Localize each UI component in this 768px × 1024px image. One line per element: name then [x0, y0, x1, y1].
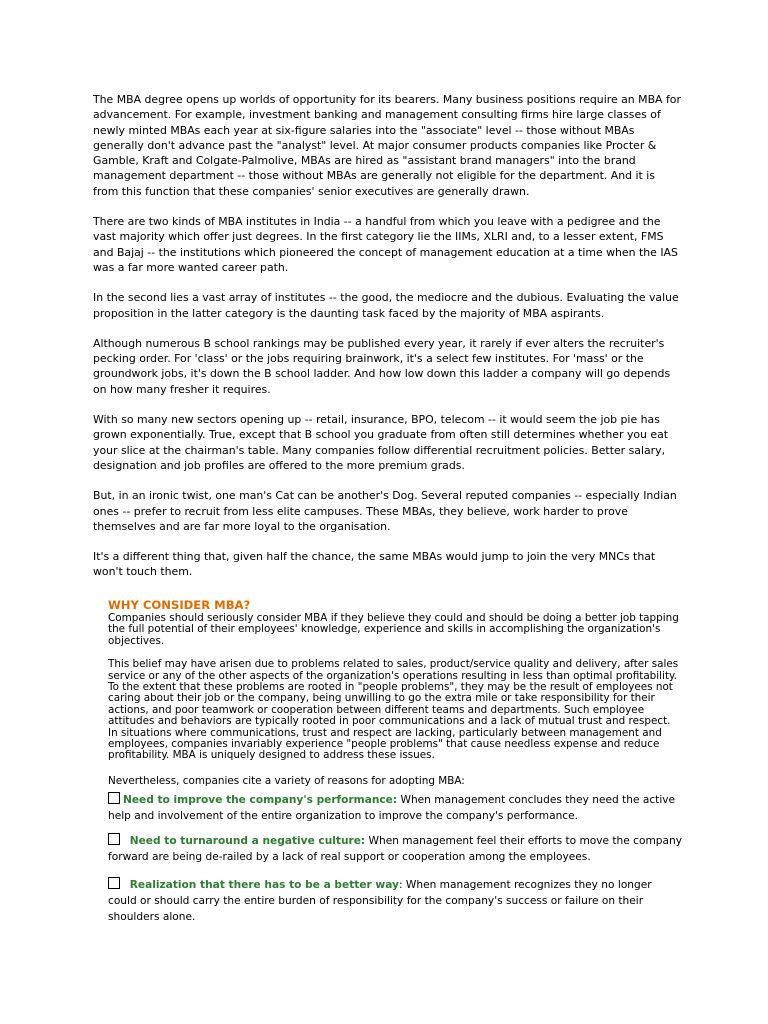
checkbox-icon: [108, 833, 120, 845]
reason-item: [108, 833, 682, 865]
section-paragraph: Companies should seriously consider MBA if they believe they could and should be doing a better job tapping the full potential of their employees' knowledge, experience and skills in accomplishing the organization's objectives.: [108, 612, 679, 647]
reason-text: When management concludes they need the active help and involvement of the entire organization to improve the company's performance.: [108, 794, 676, 823]
paragraph: The MBA degree opens up worlds of opportunity for its bearers. Many business positions require an MBA for advancement. For example, investment banking and management consulting firms hire large classes of newly minted MBAs each year at six-figure salaries into the "associate" level -- those without MBAs generally don't advance past the "analyst" level. At major consumer products companies like Procter & Gamble, Kraft and Colgate-Palmolive, MBAs are hired as "assistant brand managers" into the brand management department -- those without MBAs are generally not eligible for the department. And it is from this function that these companies' senior executives are generally drawn.: [93, 93, 681, 198]
paragraph: But, in an ironic twist, one man's Cat can be another's Dog. Several reputed companies -- especially Indian ones -- prefer to recruit from less elite campuses. These MBAs, they believe, work harder to prove themselves and are far more loyal to the organisation.: [93, 489, 677, 533]
reason-title: Need to turnaround a negative culture:: [129, 835, 366, 848]
paragraph: With so many new sectors opening up -- retail, insurance, BPO, telecom -- it would seem the job pie has grown exponentially. True, except that B school you graduate from often still determines whether you eat your slice at the chairman's table. Many companies follow differential recruitment policies. Better salary, designation and job profiles are offered to the more premium grads.: [93, 413, 669, 472]
paragraph: There are two kinds of MBA institutes in India -- a handful from which you leave with a pedigree and the vast majority which offer just degrees. In the first category lie the IIMs, XLRI and, to a lesser extent, FMS and Bajaj -- the institutions which pioneered the concept of management education at a time when the IAS was a far more wanted career path.: [93, 215, 678, 274]
reason-item: [108, 792, 682, 824]
checkbox-icon: [108, 792, 120, 804]
paragraph: It's a different thing that, given half the chance, the same MBAs would jump to join the very MNCs that won't touch them.: [93, 550, 656, 579]
section-heading: WHY CONSIDER MBA?: [108, 598, 251, 612]
paragraph: In the second lies a vast array of institutes -- the good, the mediocre and the dubious. Evaluating the value proposition in the latter category is the daunting task faced by the majority of MBA aspirants.: [93, 291, 679, 320]
paragraph: Although numerous B school rankings may be published every year, it rarely if ever alters the recruiter's pecking order. For 'class' or the jobs requiring brainwork, it's a select few institutes. For 'mass' or the groundwork jobs, it's down the B school ladder. And how low down this ladder a company will go depends on how many fresher it requires.: [93, 336, 671, 396]
section-paragraph: This belief may have arisen due to problems related to sales, product/service quality and delivery, after sales service or any of the other aspects of the organization's operations resulting in less than optimal profitability.: [108, 658, 679, 682]
reason-item: [108, 877, 682, 925]
section-paragraph: To the extent that these problems are rooted in "people problems", they may be the result of employees not caring about their job or the company, being unwilling to go the extra mile or take responsibility for their actions, and poor teamwork or cooperation between different teams and departments. Such employee attitudes and behaviors are typically rooted in poor communications and a lack of mutual trust and respect. In situations where communications, trust and respect are lacking, particularly between management and employees, companies invariably experience "people problems" that cause needless expense and reduce profitability. MBA is uniquely designed to address these issues.: [108, 681, 673, 762]
why-consider-section: [108, 598, 682, 925]
reason-title: Realization that there has to be a better way: [129, 879, 399, 892]
intro-text: [93, 92, 681, 595]
reason-text: : When management recognizes they no longer could or should carry the entire burden of responsibility for the company's success or failure on their shoulders alone.: [108, 879, 652, 924]
reason-text: When management feel their efforts to move the company forward are being de-railed by a lack of real support or cooperation among the employees.: [108, 835, 682, 864]
reason-title: Need to improve the company's performance:: [123, 794, 398, 807]
checkbox-icon: [108, 877, 120, 889]
reasons-lead: Nevertheless, companies cite a variety of reasons for adopting MBA:: [108, 774, 465, 787]
